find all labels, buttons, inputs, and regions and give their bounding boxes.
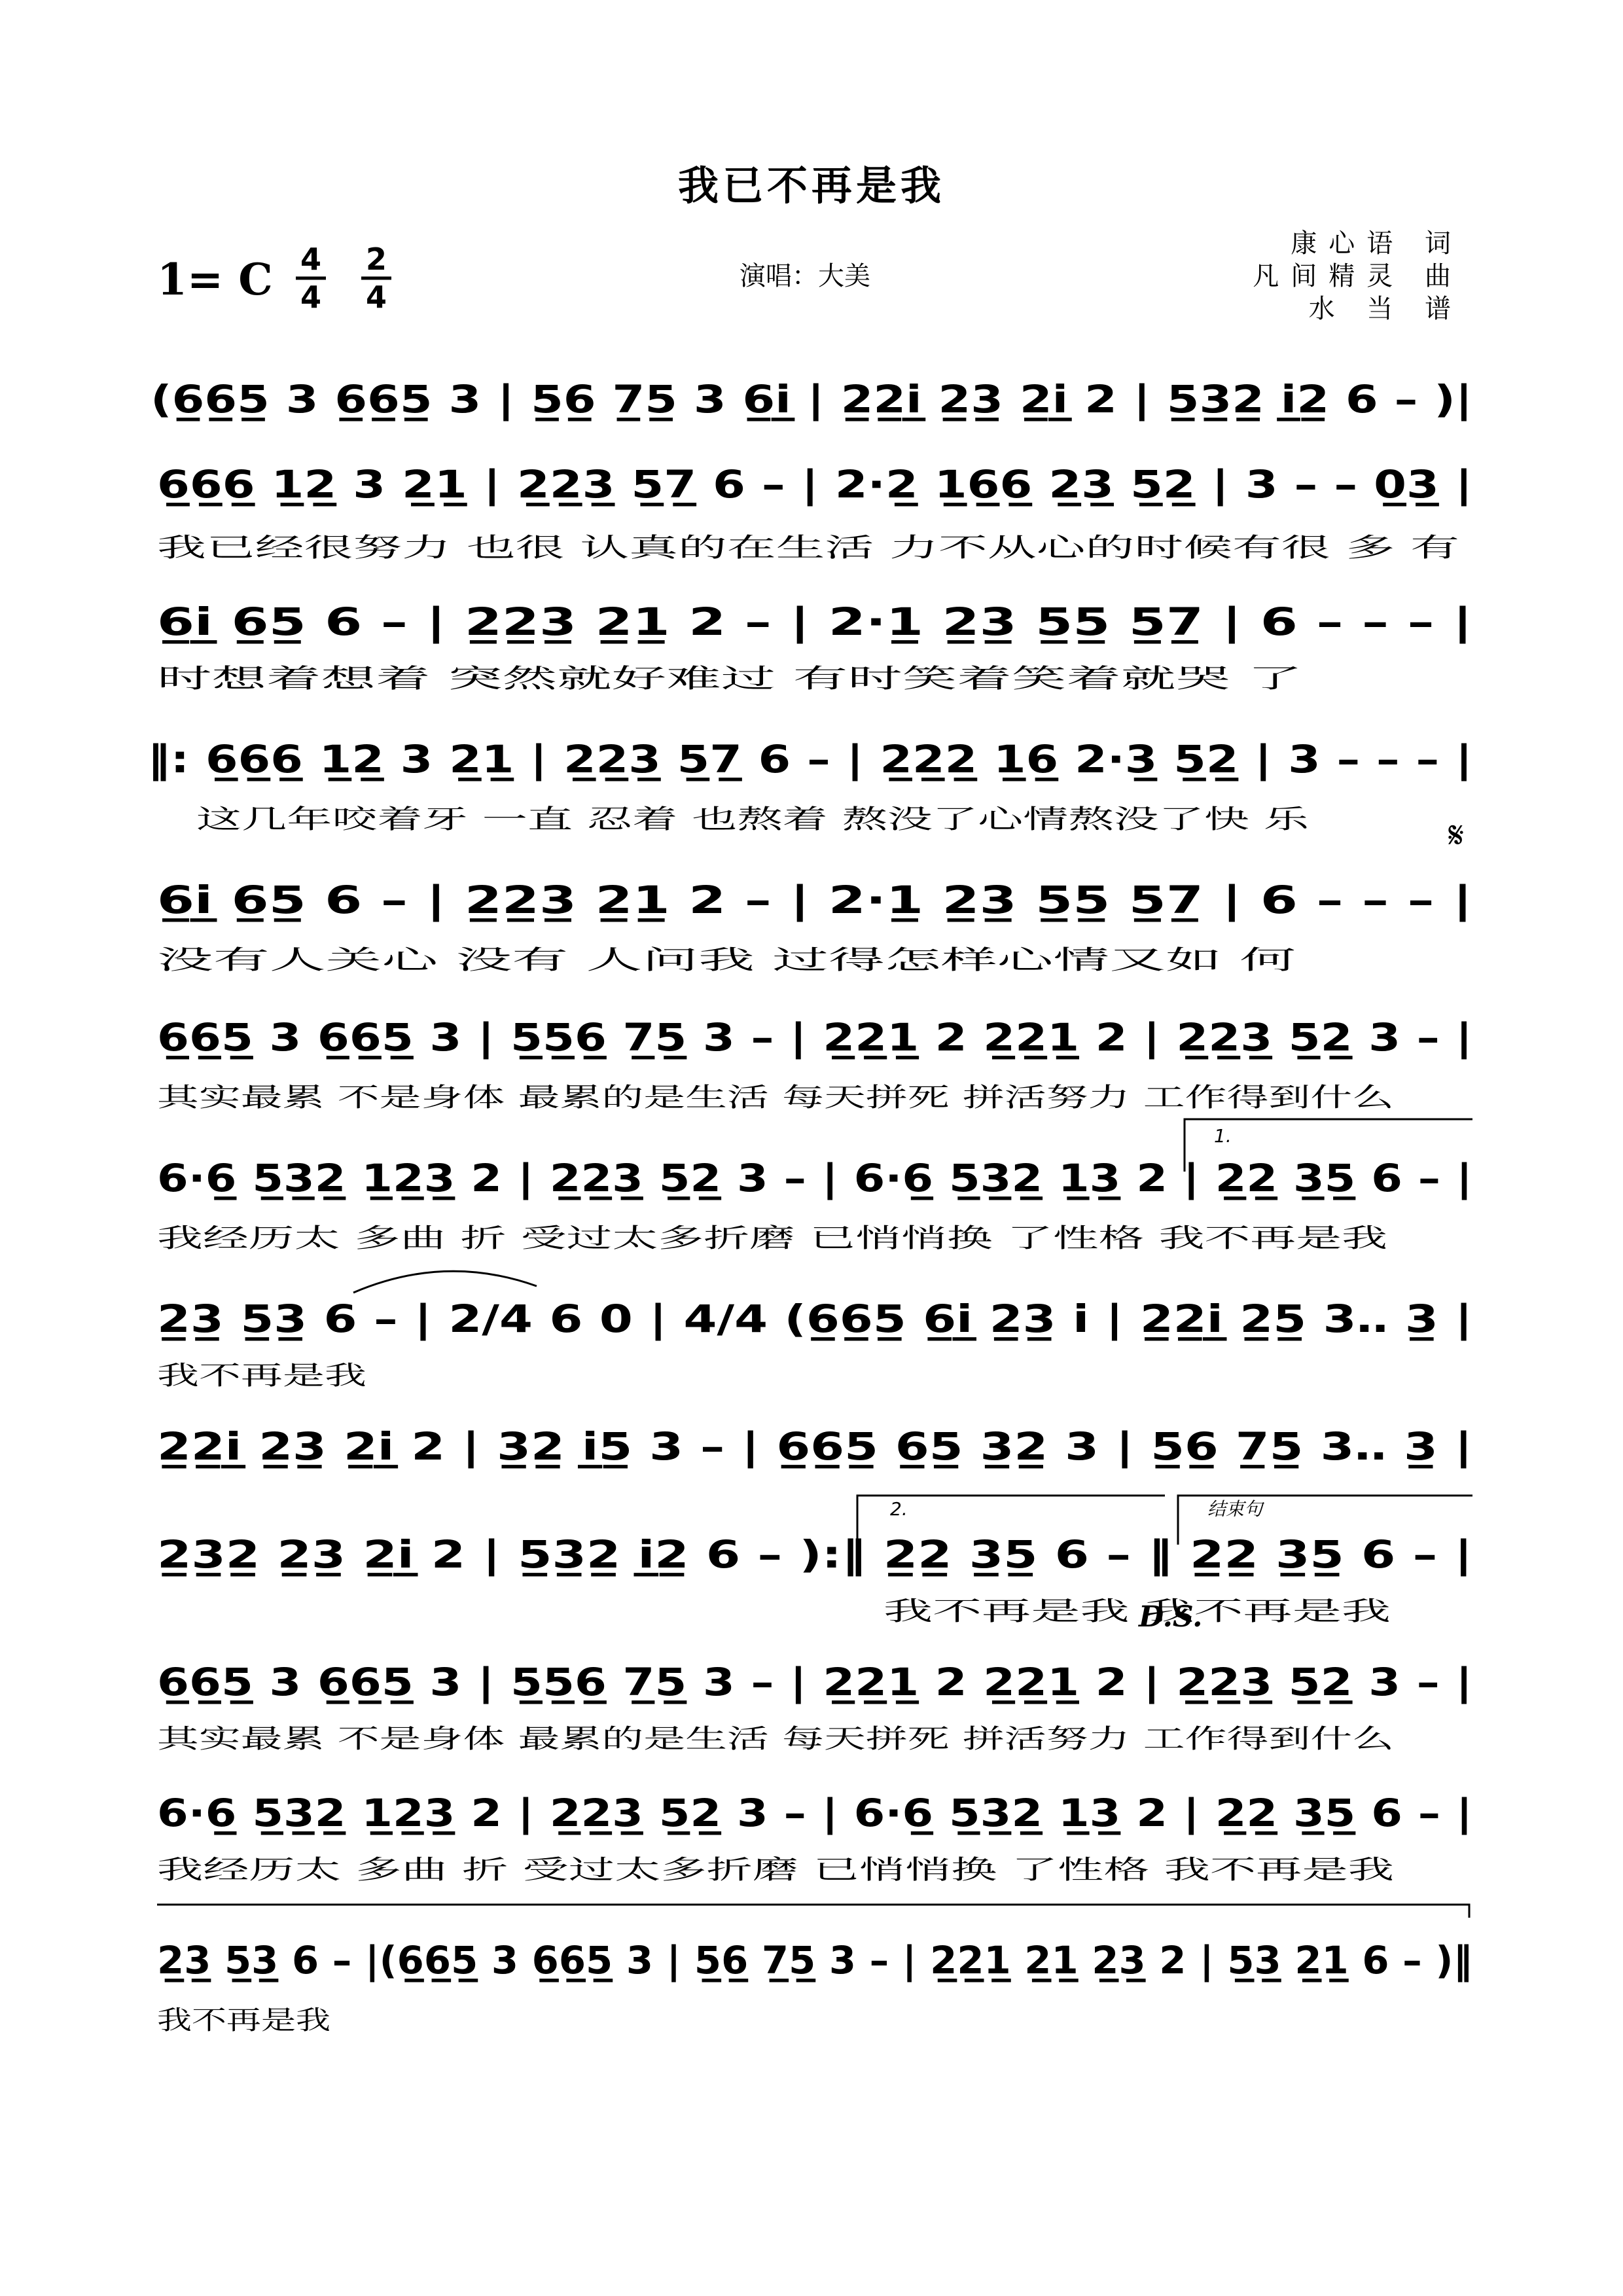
- svg-text:4: 4: [300, 242, 322, 277]
- notation-line: 6̲6̲6̲ 1̲2̲ 3 2̲1̲ | 2̲2̲3̲ 5̲7̲ 6 – | 2·2̲ 1̲6̲6̲ 2̲3̲ 5̲2̲ | 3 – – 0̲3̲ |: [157, 462, 1472, 507]
- lyric-line: 我经历太 多曲 折 受过太多折磨 已悄悄换 了性格 我不再是我: [157, 1855, 1394, 1885]
- lyric-line: 我已经很努力 也很 认真的在生活 力不从心的时候有很 多 有: [157, 533, 1459, 563]
- notation-line: (6̲6̲5̲ 3 6̲6̲5̲ 3 | 5̲6̲ 7̲5̲ 3 6̲i̲ | 2̲2̲i̲ 2̲3̲ 2̲i̲ 2 | 5̲3̲2̲ i̲2̲ 6 – )|: [151, 377, 1472, 422]
- volta-1-label: 1.: [1214, 1125, 1232, 1147]
- notation-line: 2̲3̲ 5̲3̲ 6 – |(6̲6̲5̲ 3 6̲6̲5̲ 3 | 5̲6̲ 7̲5̲ 3 – | 2̲2̲1̲ 2̲1̲ 2̲3̲ 2 | 5̲3̲ 2̲1̲ 6 – )‖: [157, 1938, 1472, 1982]
- score-row-10: [157, 1496, 1472, 1634]
- score-row-6: [157, 1015, 1472, 1113]
- transcriber-credit: 水 当 谱: [1308, 294, 1463, 324]
- score-row-9: [157, 1424, 1472, 1469]
- lyric-line: 其实最累 不是身体 最累的是生活 每天拼死 拼活努力 工作得到什么: [157, 1724, 1394, 1754]
- notation-line: 6·6̲ 5̲3̲2̲ 1̲2̲3̲ 2 | 2̲2̲3̲ 5̲2̲ 3 – | 6·6̲ 5̲3̲2̲ 1̲3̲ 2 | 2̲2̲ 3̲5̲ 6 – |: [157, 1156, 1472, 1200]
- lyric-line: 时想着想着 突然就好难过 有时笑着笑着就哭 了: [157, 664, 1302, 694]
- tie-arc: [353, 1271, 537, 1293]
- notation-line: ‖: 6̲6̲6̲ 1̲2̲ 3 2̲1̲ | 2̲2̲3̲ 5̲7̲ 6 – | 2̲2̲2̲ 1̲6̲ 2·3̲ 5̲2̲ | 3 – – – |: [147, 737, 1472, 781]
- svg-text:2: 2: [365, 242, 387, 277]
- score-row-5: [157, 878, 1472, 975]
- meter-2-4: [361, 242, 391, 315]
- lyricist-credit: 康心语 词: [1291, 228, 1463, 259]
- lyric-line: 我经历太 多曲 折 受过太多折磨 已悄悄换 了性格 我不再是我: [157, 1223, 1387, 1253]
- lyric-line: 我不再是我: [157, 2005, 330, 2036]
- ds-mark: D.S.: [1139, 1600, 1203, 1634]
- lyric-line: 其实最累 不是身体 最累的是生活 每天拼死 拼活努力 工作得到什么: [157, 1083, 1394, 1113]
- lyric-line: 我不再是我 我不再是我: [883, 1596, 1391, 1626]
- score-row-7: [157, 1119, 1472, 1253]
- notation-line: 6·6̲ 5̲3̲2̲ 1̲2̲3̲ 2 | 2̲2̲3̲ 5̲2̲ 3 – | 6·6̲ 5̲3̲2̲ 1̲3̲ 2 | 2̲2̲ 3̲5̲ 6 – |: [157, 1791, 1472, 1835]
- score-row-3: [157, 600, 1472, 694]
- notation-line: 6̲i̲ 6̲5̲ 6 – | 2̲2̲3̲ 2̲1̲ 2 – | 2·1̲ 2̲3̲ 5̲5̲ 5̲7̲ | 6 – – – |: [157, 878, 1472, 922]
- svg-text:4: 4: [300, 279, 322, 315]
- composer-credit: 凡间精灵 曲: [1253, 261, 1463, 291]
- score-row-1: [151, 377, 1472, 422]
- svg-text:4: 4: [365, 279, 387, 315]
- end-bracket: [157, 1905, 1469, 1918]
- score-row-2: [157, 462, 1472, 563]
- notation-line: 2̲3̲ 5̲3̲ 6 – | 2/4 6 0 | 4/4 (6̲6̲5̲ 6̲i̲ 2̲3̲ i | 2̲2̲i̲ 2̲5̲ 3‥ 3̲ |: [157, 1297, 1472, 1341]
- lyric-line: 没有人关心 没有 人问我 过得怎样心情又如 何: [157, 945, 1296, 975]
- score-row-8: [157, 1271, 1472, 1391]
- score-row-13: [157, 1905, 1472, 2036]
- notation-line: 6̲i̲ 6̲5̲ 6 – | 2̲2̲3̲ 2̲1̲ 2 – | 2·1̲ 2̲3̲ 5̲5̲ 5̲7̲ | 6 – – – |: [157, 600, 1472, 644]
- ending-label: 结束句: [1207, 1498, 1263, 1520]
- notation-line: 2̲3̲2̲ 2̲3̲ 2̲i̲ 2 | 5̲3̲2̲ i̲2̲ 6 – ):‖ 2̲2̲ 3̲5̲ 6 – ‖ 2̲2̲ 3̲5̲ 6 – |: [157, 1532, 1472, 1577]
- lyric-line: 我不再是我: [157, 1361, 366, 1391]
- notation-line: 2̲2̲i̲ 2̲3̲ 2̲i̲ 2 | 3̲2̲ i̲5̲ 3 – | 6̲6̲5̲ 6̲5̲ 3̲2̲ 3 | 5̲6̲ 7̲5̲ 3‥ 3̲ |: [157, 1424, 1472, 1469]
- volta-2-label: 2.: [890, 1498, 908, 1520]
- score-row-12: [157, 1791, 1472, 1885]
- notation-line: 6̲6̲5̲ 3 6̲6̲5̲ 3 | 5̲5̲6̲ 7̲5̲ 3 – | 2̲2̲1̲ 2 2̲2̲1̲ 2 | 2̲2̲3̲ 5̲2̲ 3 – |: [157, 1015, 1472, 1060]
- singer-credit: 演唱：大美: [740, 261, 870, 291]
- score-row-4: [147, 737, 1472, 857]
- song-title: 我已不再是我: [677, 162, 946, 209]
- score-row-11: [157, 1660, 1472, 1754]
- segno-mark: 𝄋: [1448, 814, 1465, 857]
- key-signature: 1= C: [157, 254, 273, 305]
- meter-4-4: [296, 242, 326, 315]
- lyric-line: 这几年咬着牙 一直 忍着 也熬着 熬没了心情熬没了快 乐: [196, 804, 1310, 834]
- notation-line: 6̲6̲5̲ 3 6̲6̲5̲ 3 | 5̲5̲6̲ 7̲5̲ 3 – | 2̲2̲1̲ 2 2̲2̲1̲ 2 | 2̲2̲3̲ 5̲2̲ 3 – |: [157, 1660, 1472, 1704]
